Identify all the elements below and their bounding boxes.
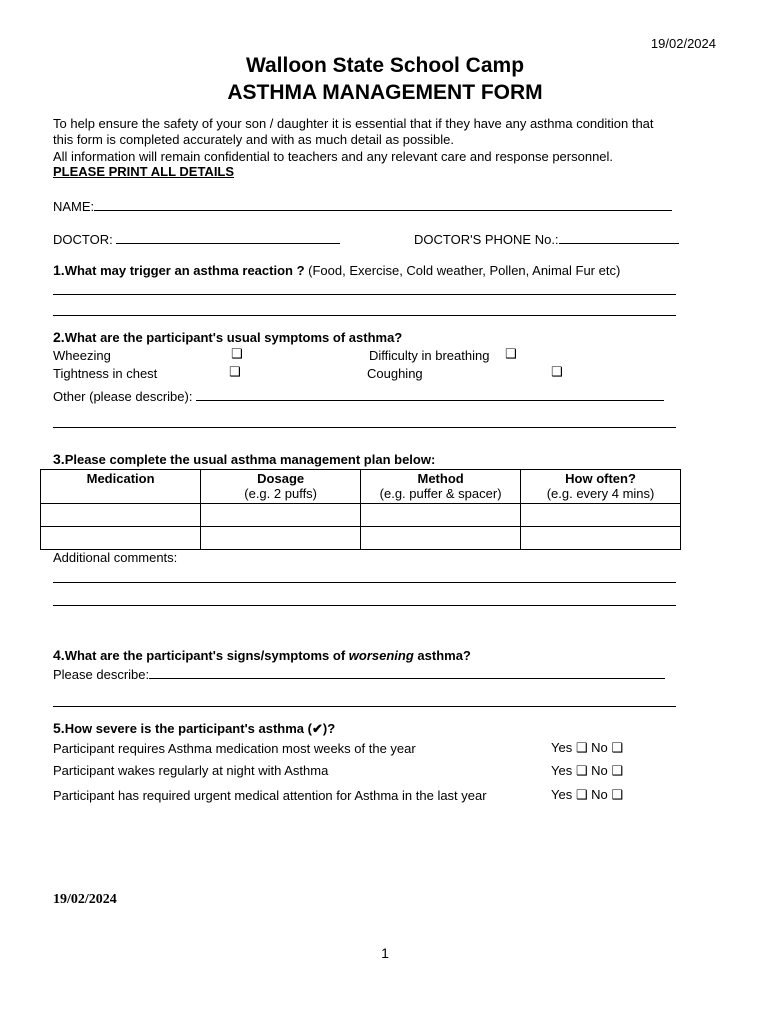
form-title-school: Walloon State School Camp: [245, 54, 525, 77]
table-header-cell: [521, 470, 681, 504]
table-cell[interactable]: [201, 504, 361, 527]
doctor-phone-input-line[interactable]: [559, 231, 679, 244]
checkbox-icon[interactable]: ❑: [551, 365, 563, 380]
other-symptoms-field[interactable]: [53, 388, 664, 404]
answer-line[interactable]: [53, 582, 676, 583]
question-4-text-pre: What are the participant's signs/symptoms of: [64, 648, 349, 663]
no-label: No: [591, 763, 608, 778]
yes-label: Yes: [551, 787, 573, 802]
name-input-line[interactable]: [94, 198, 672, 211]
table-header-cell: [201, 470, 361, 504]
intro-line-2: this form is completed accurately and with as much detail as possible.: [53, 132, 455, 147]
describe-input-line[interactable]: [149, 666, 665, 679]
question-4: [53, 647, 471, 663]
table-row: [41, 527, 681, 550]
footer-date: 19/02/2024: [53, 892, 117, 907]
question-4-number: 4.: [53, 647, 65, 663]
answer-line[interactable]: [53, 706, 676, 707]
doctor-phone-field[interactable]: [414, 231, 679, 247]
table-cell[interactable]: [41, 527, 201, 550]
column-title-medication: Medication: [86, 471, 155, 486]
yes-label: Yes: [551, 763, 573, 778]
intro-line-3: All information will remain confidential to teachers and any relevant care and response personnel.: [53, 149, 614, 164]
doctor-field[interactable]: [53, 231, 340, 247]
header-date: 19/02/2024: [650, 36, 716, 51]
question-2-number: 2.: [53, 329, 65, 345]
table-header-cell: [361, 470, 521, 504]
question-2-text: What are the participant's usual symptoms of asthma?: [64, 330, 403, 345]
question-5-number: 5.: [53, 720, 65, 736]
question-4-text-em: worsening: [348, 648, 414, 663]
question-2: [53, 329, 402, 345]
symptom-coughing-label: Coughing: [367, 366, 423, 381]
question-5: [53, 720, 335, 737]
table-cell[interactable]: [201, 527, 361, 550]
column-title-how-often: How often?: [565, 471, 636, 486]
table-cell[interactable]: [521, 504, 681, 527]
other-symptoms-input-line[interactable]: [196, 388, 664, 401]
print-notice: PLEASE PRINT ALL DETAILS: [53, 164, 235, 179]
table-cell[interactable]: [521, 527, 681, 550]
form-title: ASTHMA MANAGEMENT FORM: [227, 81, 543, 104]
column-example-method: (e.g. puffer & spacer): [379, 486, 502, 501]
answer-line[interactable]: [53, 427, 676, 428]
checkbox-icon[interactable]: ❑: [575, 764, 588, 779]
checkbox-icon[interactable]: ❑: [575, 741, 588, 756]
checkbox-icon[interactable]: ❑: [611, 764, 624, 779]
describe-label: Please describe:: [53, 667, 150, 682]
other-symptoms-label: Other (please describe):: [53, 389, 193, 404]
column-example-how-often: (e.g. every 4 mins): [546, 486, 655, 501]
answer-line[interactable]: [53, 294, 676, 295]
checkbox-icon[interactable]: ❑: [575, 788, 588, 803]
severity-options-1: [551, 740, 623, 756]
table-cell[interactable]: [361, 504, 521, 527]
answer-line[interactable]: [53, 605, 676, 606]
severity-item-3: Participant has required urgent medical attention for Asthma in the last year: [53, 788, 487, 803]
management-plan-table: [40, 469, 681, 550]
column-title-method: Method: [417, 471, 464, 486]
question-5-text: How severe is the participant's asthma (✔)?: [64, 721, 336, 736]
describe-field[interactable]: [53, 666, 665, 682]
name-label: NAME:: [53, 199, 95, 214]
no-label: No: [591, 740, 608, 755]
severity-item-2: Participant wakes regularly at night with Asthma: [53, 763, 329, 778]
name-field[interactable]: [53, 198, 672, 214]
checkbox-icon[interactable]: ❑: [231, 347, 243, 362]
checkbox-icon[interactable]: ❑: [229, 365, 241, 380]
table-row: [41, 504, 681, 527]
table-cell[interactable]: [41, 504, 201, 527]
question-3-number: 3.: [53, 451, 65, 467]
table-header-cell: [41, 470, 201, 504]
severity-options-3: [551, 787, 623, 803]
page-number: 1: [381, 945, 389, 961]
question-3: [53, 451, 435, 467]
table-cell[interactable]: [361, 527, 521, 550]
question-1-text: What may trigger an asthma reaction ?: [64, 263, 305, 278]
doctor-input-line[interactable]: [116, 231, 340, 244]
column-example-dosage: (e.g. 2 puffs): [244, 486, 318, 501]
intro-line-1: To help ensure the safety of your son / daughter it is essential that if they have any asthma condition that: [53, 116, 654, 131]
checkbox-icon[interactable]: ❑: [611, 741, 624, 756]
table-header-row: [41, 470, 681, 504]
checkbox-icon[interactable]: ❑: [611, 788, 624, 803]
symptom-tightness-label: Tightness in chest: [53, 366, 158, 381]
severity-item-1: Participant requires Asthma medication most weeks of the year: [53, 741, 416, 756]
additional-comments-label: Additional comments:: [53, 550, 178, 565]
no-label: No: [591, 787, 608, 802]
question-1: [53, 262, 620, 278]
severity-options-2: [551, 763, 623, 779]
column-title-dosage: Dosage: [257, 471, 305, 486]
doctor-label: DOCTOR:: [53, 232, 113, 247]
question-3-text: Please complete the usual asthma management plan below:: [64, 452, 436, 467]
answer-line[interactable]: [53, 315, 676, 316]
symptom-wheezing-label: Wheezing: [53, 348, 111, 363]
symptom-difficulty-label: Difficulty in breathing: [369, 348, 490, 363]
yes-label: Yes: [551, 740, 573, 755]
question-4-text-post: asthma?: [413, 648, 471, 663]
question-1-hint: (Food, Exercise, Cold weather, Pollen, Animal Fur etc): [308, 263, 621, 278]
question-1-number: 1.: [53, 262, 65, 278]
doctor-phone-label: DOCTOR'S PHONE No.:: [414, 232, 559, 247]
checkbox-icon[interactable]: ❑: [505, 347, 517, 362]
